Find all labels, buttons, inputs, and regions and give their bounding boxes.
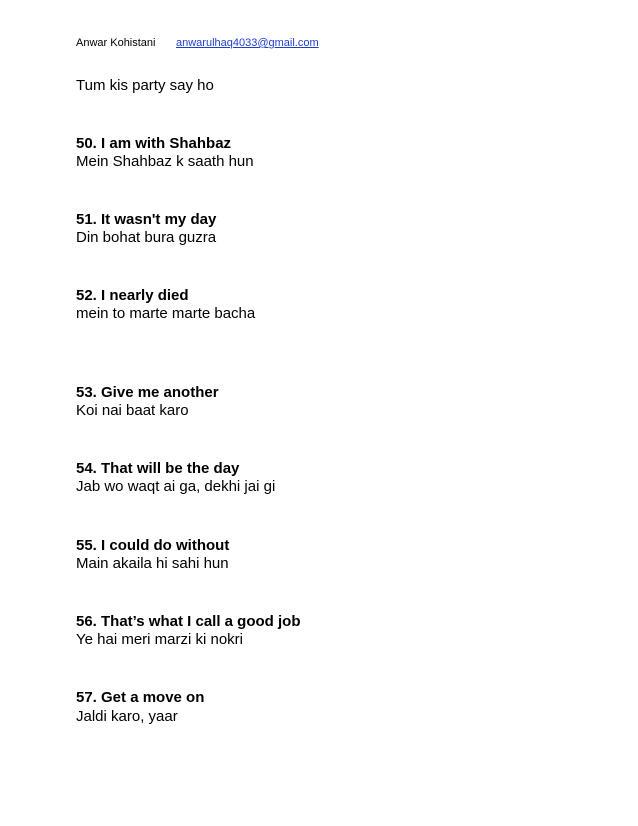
entry-52-translation: mein to marte marte bacha (76, 305, 256, 322)
entry-53-title: 53. Give me another (76, 384, 219, 401)
entry-53-translation: Koi nai baat karo (76, 402, 189, 419)
entry-51-title: 51. It wasn't my day (76, 211, 217, 228)
intro-line: Tum kis party say ho (76, 77, 214, 94)
entry-57-translation: Jaldi karo, yaar (76, 708, 178, 725)
author-email-link[interactable]: anwarulhaq4033@gmail.com (176, 37, 319, 49)
entry-50-title: 50. I am with Shahbaz (76, 135, 232, 152)
entry-56-title: 56. That’s what I call a good job (76, 613, 301, 630)
entry-54-title: 54. That will be the day (76, 460, 240, 477)
entry-55-translation: Main akaila hi sahi hun (76, 555, 229, 572)
entry-55-title: 55. I could do without (76, 537, 230, 554)
entry-56-translation: Ye hai meri marzi ki nokri (76, 631, 243, 648)
page-header (76, 37, 319, 49)
entry-54-translation: Jab wo waqt ai ga, dekhi jai gi (76, 478, 276, 495)
author-name: Anwar Kohistani (76, 37, 156, 49)
entry-50-translation: Mein Shahbaz k saath hun (76, 153, 254, 170)
entry-57-title: 57. Get a move on (76, 689, 205, 706)
entry-51-translation: Din bohat bura guzra (76, 229, 217, 246)
entry-52-title: 52. I nearly died (76, 287, 189, 304)
